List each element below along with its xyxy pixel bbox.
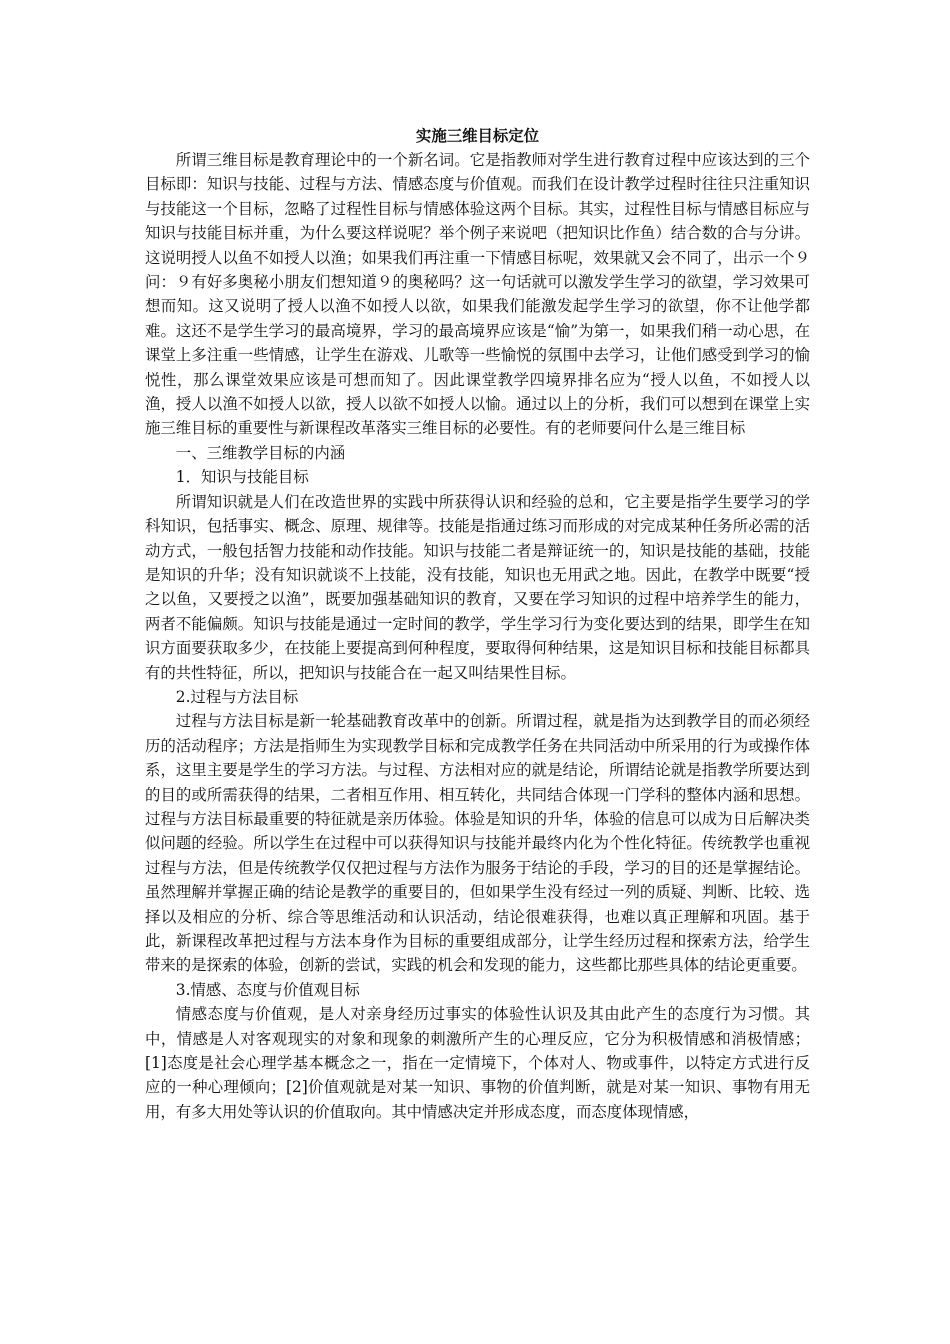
subsection-heading-process: 2.过程与方法目标	[175, 687, 299, 706]
document-title: 实施三维目标定位	[415, 127, 540, 145]
intro-paragraph: 所谓三维目标是教育理论中的一个新名词。它是指教师对学生进行教育过程中应该达到的三个目标即：知识与技能、过程与方法、情感态度与价值观。而我们在设计教学过程时往往只注重知识与技能这一个目标，忽略了过程性目标与情感体验这两个目标。其实，过程性目标与情感目标应与知识与技能目标并重，为什么要这样说呢？举个例子来说吧（把知识比作鱼）结合数的合与分讲。这说明授人以鱼不如授人以渔；如果我们再注重一下情感目标呢，效果就又会不同了，出示一个９问：９有好多奥秘小朋友们想知道９的奥秘吗？这一句话就可以激发学生学习的欲望，学习效果可想而知。这又说明了授人以渔不如授人以欲，如果我们能激发起学生学习的欲望，你不让他学都难。这还不是学生学习的最高境界，学习的最高境界应该是“愉”为第一，如果我们稍一动心思，在课堂上多注重一些情感，让学生在游戏、儿歌等一些愉悦的氛围中去学习，让他们感受到学习的愉悦性，那么课堂效果应该是可想而知了。因此课堂教学四境界排名应为“授人以鱼，不如授人以渔，授人以渔不如授人以欲，授人以欲不如授人以愉。通过以上的分析，我们可以想到在课堂上实施三维目标的重要性与新课程改革落实三维目标的必要性。有的老师要问什么是三维目标	[145, 151, 810, 438]
subsection-body-process: 过程与方法目标是新一轮基础教育改革中的创新。所谓过程，就是指为达到教学目的而必须经历的活动程序；方法是指师生为实现教学目标和完成教学任务在共同活动中所采用的行为或操作体系，这里主要是学生的学习方法。与过程、方法相对应的就是结论，所谓结论就是指教学所要达到的目的或所需获得的结果，二者相互作用、相互转化，共同结合体现一门学科的整体内涵和思想。过程与方法目标最重要的特征就是亲历体验。体验是知识的升华，体验的信息可以成为日后解决类似问题的经验。所以学生在过程中可以获得知识与技能并最终内化为个性化特征。传统教学也重视过程与方法，但是传统教学仅仅把过程与方法作为服务于结论的手段，学习的目的还是掌握结论。虽然理解并掌握正确的结论是教学的重要目的，但如果学生没有经过一列的质疑、判断、比较、选择以及相应的分析、综合等思维活动和认识活动，结论很难获得，也难以真正理解和巩固。基于此，新课程改革把过程与方法本身作为目标的重要组成部分，让学生经历过程和探索方法，给学生带来的是探索的体验，创新的尝试，实践的机会和发现的能力，这些都比那些具体的结论更重要。	[145, 712, 810, 975]
section-heading-main: 一、三维教学目标的内涵	[175, 443, 346, 462]
document-page	[145, 124, 810, 1124]
subsection-heading-emotion: 3.情感、态度与价值观目标	[175, 980, 360, 999]
subsection-heading-knowledge: 1．知识与技能目标	[175, 468, 309, 487]
subsection-body-emotion: 情感态度与价值观，是人对亲身经历过事实的体验性认识及其由此产生的态度行为习惯。其中，情感是人对客观现实的对象和现象的刺激所产生的心理反应，它分为积极情感和消极情感；[1]态度是社会心理学基本概念之一，指在一定情境下，个体对人、物或事件，以特定方式进行反应的一种心理倾向；[2]价值观就是对某一知识、事物的价值判断，就是对某一知识、事物有用无用，有多大用处等认识的价值取向。其中情感决定并形成态度，而态度体现情感，	[145, 1005, 810, 1121]
subsection-body-knowledge: 所谓知识就是人们在改造世界的实践中所获得认识和经验的总和，它主要是指学生要学习的学科知识，包括事实、概念、原理、规律等。技能是指通过练习而形成的对完成某种任务所必需的活动方式，一般包括智力技能和动作技能。知识与技能二者是辩证统一的，知识是技能的基础，技能是知识的升华；没有知识就谈不上技能，没有技能，知识也无用武之地。因此，在教学中既要“授之以鱼，又要授之以渔”，既要加强基础知识的教育，又要在学习知识的过程中培养学生的能力，两者不能偏颇。知识与技能是通过一定时间的教学，学生学习行为变化要达到的结果，即学生在知识方面要获取多少，在技能上要提高到何种程度，要取得何种结果，这是知识目标和技能目标都具有的共性特征，所以，把知识与技能合在一起又叫结果性目标。	[145, 492, 810, 682]
